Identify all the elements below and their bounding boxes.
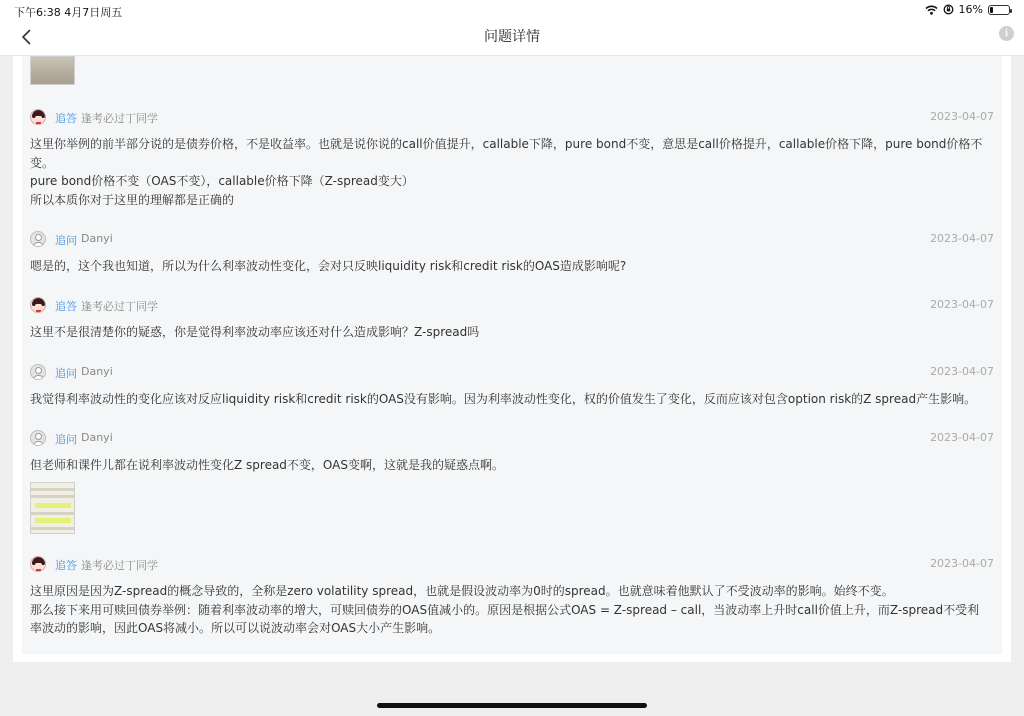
discussion-thread[interactable]	[22, 56, 1002, 654]
message-line: 率波动的影响，因此OAS将减小。所以可以说波动率会对OAS大小产生影响。	[30, 621, 441, 635]
message-header	[30, 297, 994, 313]
status-indicators	[925, 3, 1010, 16]
question-role-label: 追问	[55, 234, 77, 247]
message-body	[30, 323, 994, 342]
question-role-label: 追问	[55, 433, 77, 446]
message-date: 2023-04-07	[930, 110, 994, 123]
teacher-avatar-icon	[30, 556, 46, 572]
message-line: 变。	[30, 155, 55, 170]
message-line: 那么接下来用可赎回债券举例：随着利率波动率的增大，可赎回债券的OAS值减小的。原因是根据公式OAS = Z-spread – call，当波动率上升时call价值上升，而Z-spread不受利	[30, 602, 980, 617]
author-name: Danyi	[81, 232, 113, 245]
teacher-avatar-icon	[30, 109, 46, 125]
info-icon[interactable]: i	[999, 26, 1014, 41]
message-header	[30, 109, 994, 125]
message-line: 这里不是很清楚你的疑惑，你是觉得利率波动率应该还对什么造成影响？Z-spread吗	[30, 325, 480, 339]
message-body	[30, 456, 994, 475]
message-line: 所以本质你对于这里的理解都是正确的	[30, 192, 235, 207]
message-line: 这里原因是因为Z-spread的概念导致的，全称是zero volatility spread，也就是假设波动率为0时的spread。也就意味着他默认了不受波动率的影响。始终不变。	[30, 584, 894, 598]
wifi-icon	[925, 5, 938, 15]
battery-level-fill	[990, 7, 993, 13]
status-bar	[0, 0, 1024, 20]
page-title: 问题详情	[484, 29, 540, 45]
battery-percent: 16%	[958, 3, 983, 16]
message-header	[30, 231, 994, 247]
reply-role-label: 追答	[55, 112, 77, 125]
author-name: 逢考必过丁同学	[81, 300, 158, 313]
message-line: 我觉得利率波动性的变化应该对反应liquidity risk和credit risk的OAS没有影响。因为利率波动性变化，权的价值发生了变化，反而应该对包含option risk的Z spread产生影响。	[30, 392, 977, 406]
message-body	[30, 257, 994, 276]
message-line: 这里你举例的前半部分说的是债券价格，不是收益率。也就是说你说的call价值提升，callable下降，pure bond不变，意思是call价格提升，callable价格下降，pure bond价格不	[30, 137, 983, 151]
message-body	[30, 390, 994, 409]
reply-role-label: 追答	[55, 300, 77, 313]
attached-image-thumbnail[interactable]	[30, 482, 75, 534]
message-line: 嗯是的，这个我也知道，所以为什么利率波动性变化，会对只反映liquidity risk和credit risk的OAS造成影响呢?	[30, 259, 627, 273]
message-date: 2023-04-07	[930, 298, 994, 311]
message-date: 2023-04-07	[930, 557, 994, 570]
question-detail-card	[13, 56, 1011, 662]
message-header	[30, 364, 994, 380]
student-avatar-icon	[30, 364, 46, 380]
author-name: Danyi	[81, 365, 113, 378]
message-date: 2023-04-07	[930, 431, 994, 444]
author-name: Danyi	[81, 431, 113, 444]
message-body	[30, 135, 994, 209]
orientation-lock-icon	[943, 4, 954, 15]
home-indicator[interactable]	[377, 703, 647, 708]
student-avatar-icon	[30, 231, 46, 247]
message-date: 2023-04-07	[930, 232, 994, 245]
reply-role-label: 追答	[55, 559, 77, 572]
message-body	[30, 582, 994, 638]
message-line: pure bond价格不变（OAS不变），callable价格下降（Z-spread变大）	[30, 174, 414, 188]
author-name: 逢考必过丁同学	[81, 559, 158, 572]
message-date: 2023-04-07	[930, 365, 994, 378]
message-header	[30, 556, 994, 572]
student-avatar-icon	[30, 430, 46, 446]
battery-icon	[988, 5, 1010, 15]
navigation-bar	[0, 20, 1024, 56]
status-time-date: 下午6:38 4月7日周五	[14, 6, 123, 19]
attached-image-thumbnail[interactable]	[30, 56, 75, 85]
question-role-label: 追问	[55, 367, 77, 380]
message-line: 但老师和课件儿都在说利率波动性变化Z spread不变，OAS变啊，这就是我的疑惑点啊。	[30, 458, 504, 472]
message-header	[30, 430, 994, 446]
teacher-avatar-icon	[30, 297, 46, 313]
author-name: 逢考必过丁同学	[81, 112, 158, 125]
